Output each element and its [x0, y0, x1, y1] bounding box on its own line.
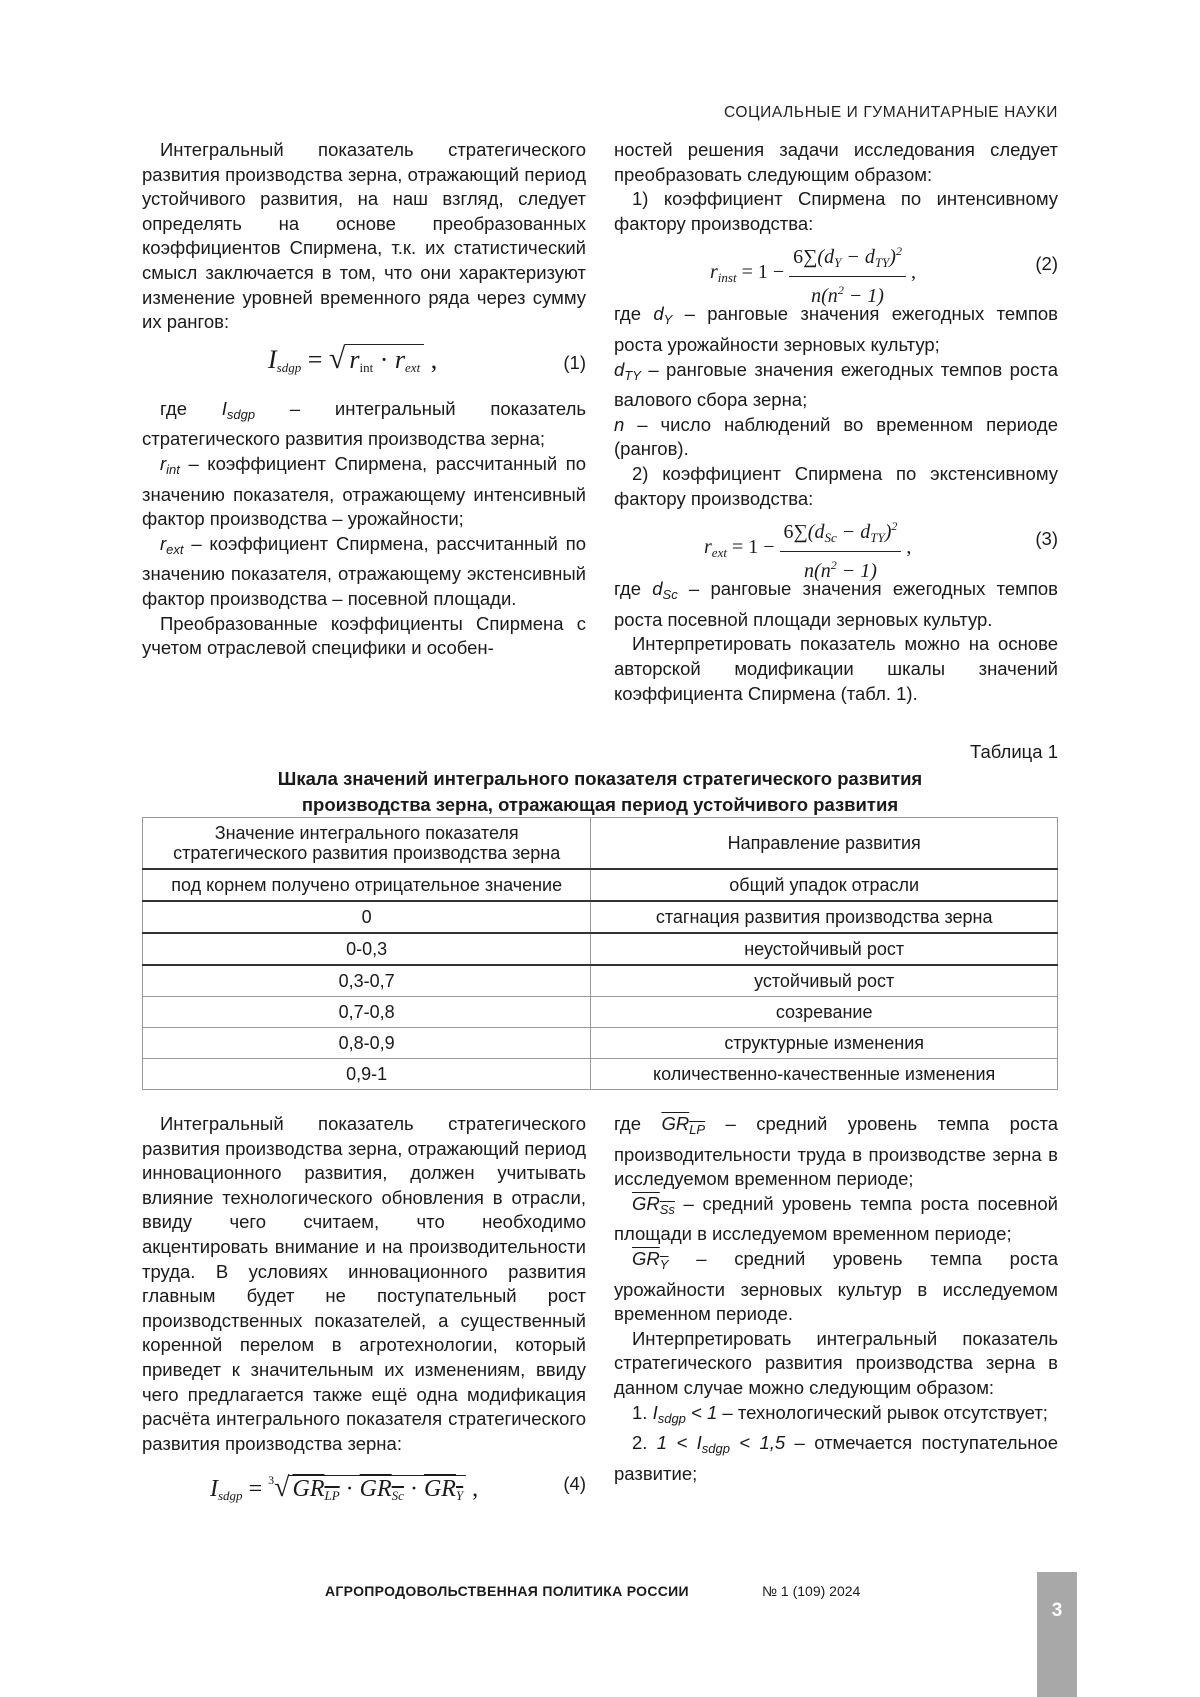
- table-cell: 0,7-0,8: [143, 997, 591, 1028]
- table-header-row: [143, 818, 1058, 870]
- table-row: [143, 901, 1058, 933]
- definition: $r_{int}$ – коэффициент Спирмена, рассчитанный по значению показателя, отражающему интенсивный фактор производства – урожайности;: [142, 452, 586, 530]
- table-header-cell: Значение интегрального показателя стратегического развития производства зерна: [143, 818, 591, 870]
- table-title: [142, 766, 1058, 818]
- formula-1: [142, 335, 586, 397]
- table-title-line: Шкала значений интегрального показателя стратегического развития: [277, 768, 923, 789]
- definition: где $I_{sdgp}$ – интегральный показатель стратегического развития производства зерна;: [142, 397, 587, 450]
- table-row: [143, 997, 1058, 1028]
- table-row: [143, 869, 1058, 901]
- issue-number: № 1 (109) 2024: [762, 1583, 861, 1599]
- equation-number: (3): [1035, 528, 1058, 550]
- page-tab: [1037, 1572, 1077, 1697]
- table-cell: общий упадок отрасли: [591, 869, 1058, 901]
- formula-2: [614, 236, 1058, 308]
- page-number: 3: [1051, 1600, 1063, 1621]
- table-cell: созревание: [591, 997, 1058, 1028]
- table-cell: структурные изменения: [591, 1028, 1058, 1059]
- formula-4-body: $I_{sdgp} = ^3√$ $GR_{LP} \cdot GR_{Sc} \cdot GR_Y$ ,: [210, 1472, 479, 1504]
- table-cell: 0,9-1: [143, 1059, 591, 1090]
- definition: $r_{ext}$ – коэффициент Спирмена, рассчитанный по значению показателя, отражающему экстенсивный фактор производства – посевной площади.: [142, 532, 586, 609]
- table-cell: под корнем получено отрицательное значение: [143, 869, 591, 901]
- equation-number: (1): [563, 351, 586, 373]
- definition: где $d_Y$ – ранговые значения ежегодных темпов роста урожайности зерновых культур;: [614, 303, 1059, 355]
- table-label: Таблица 1: [970, 741, 1058, 762]
- list-item: 2. $1 < I_{sdgp} < 1,5$ – отмечается поступательное развитие;: [614, 1432, 1059, 1484]
- left-column-bottom: [142, 1112, 586, 1514]
- scale-table: [142, 817, 1058, 1090]
- definition: $GR_{Ss}$ – средний уровень темпа роста посевной площади в исследуемом временном периоде;: [614, 1192, 1058, 1245]
- table-title-line: производства зерна, отражающая период устойчивого развития: [301, 794, 899, 815]
- table-cell: количественно-качественные изменения: [591, 1059, 1058, 1090]
- table-cell: 0: [143, 901, 591, 933]
- definition: n – число наблюдений во временном периоде (рангов).: [614, 413, 1058, 460]
- equation-number: (4): [563, 1473, 586, 1495]
- definition: где $GR_{LP}$ – средний уровень темпа роста производительности труда в производстве зерна в исследуемом временном периоде;: [614, 1113, 1058, 1190]
- list-item: 1. $I_{sdgp} < 1$ – технологический рывок отсутствует;: [632, 1401, 1048, 1426]
- table-row: [143, 1028, 1058, 1059]
- journal-name: АГРОПРОДОВОЛЬСТВЕННАЯ ПОЛИТИКА РОССИИ: [325, 1583, 689, 1599]
- list-item: 1) коэффициент Спирмена по интенсивному фактору производства:: [614, 188, 1058, 234]
- right-column-bottom: [614, 1112, 1058, 1486]
- formula-2-body: $r_{inst} = 1$ − $\frac{6\sum(d_Y - d_{TY})^2}{n(n^2 - 1)}$ ,: [710, 238, 916, 309]
- paragraph: Интегральный показатель стратегического развития производства зерна, отражающий период инновационного развития, должен учитывать влияние технологического обновления в отрасли, ввиду чего считаем, что необходимо акцентировать внимание и на производительности труда. В условиях инновационного развития главным будет не поступательный рост производственных показателей, а существенный коренной перелом в агротехнологии, который приведет к значительным их изменениям, ввиду чего предлагается также ещё одна модификация расчёта интегрального показателя стратегического развития производства зерна:: [142, 1113, 586, 1454]
- paragraph: Интерпретировать показатель можно на основе авторской модификации шкалы значений коэффициента Спирмена (табл. 1).: [614, 633, 1058, 704]
- formula-1-body: $I_{sdgp}$ = √ $r_{int} \cdot r_{ext}$ ,: [268, 341, 438, 375]
- paragraph: Преобразованные коэффициенты Спирмена с учетом отраслевой специфики и особен-: [142, 612, 586, 659]
- table-row: [143, 933, 1058, 965]
- table-cell: 0,3-0,7: [143, 965, 591, 997]
- table-cell: стагнация развития производства зерна: [591, 901, 1058, 933]
- table-row: [143, 965, 1058, 997]
- section-header: СОЦИАЛЬНЫЕ И ГУМАНИТАРНЫЕ НАУКИ: [723, 104, 1058, 121]
- left-column-top: [142, 138, 586, 661]
- table-cell: неустойчивый рост: [591, 933, 1058, 965]
- table-row: [143, 1059, 1058, 1090]
- table-cell: 0,8-0,9: [143, 1028, 591, 1059]
- equation-number: (2): [1035, 253, 1058, 275]
- list-item: 2) коэффициент Спирмена по экстенсивному фактору производства:: [614, 462, 1058, 509]
- formula-3-body: $r_{ext} = 1$ − $\frac{6\sum(d_{Sc} - d_{TY})^2}{n(n^2 - 1)}$ ,: [704, 513, 911, 584]
- paragraph: Интерпретировать интегральный показатель стратегического развития производства зерна в данном случае можно следующим образом:: [614, 1327, 1058, 1398]
- formula-4: [142, 1456, 586, 1514]
- definition: где $d_{Sc}$ – ранговые значения ежегодных темпов роста посевной площади зерновых культур.: [614, 578, 1058, 630]
- definition: $d_{TY}$ – ранговые значения ежегодных темпов роста валового сбора зерна;: [614, 358, 1058, 411]
- table-cell: 0-0,3: [143, 933, 591, 965]
- definition: $GR_Y$ – средний уровень темпа роста урожайности зерновых культур в исследуемом временном периоде.: [614, 1247, 1058, 1325]
- table-cell: устойчивый рост: [591, 965, 1058, 997]
- paragraph: ностей решения задачи исследования следует преобразовать следующим образом:: [614, 139, 1058, 185]
- paragraph: Интегральный показатель стратегического развития производства зерна, отражающий период устойчивого развития, на наш взгляд, следует определять на основе преобразованных коэффициентов Спирмена, т.к. их статистический смысл заключается в том, что они характеризуют изменение уровней временного ряда через сумму их рангов:: [142, 139, 586, 333]
- right-column-top: [614, 138, 1058, 706]
- formula-3: [614, 511, 1058, 583]
- table-header-cell: Направление развития: [591, 818, 1058, 870]
